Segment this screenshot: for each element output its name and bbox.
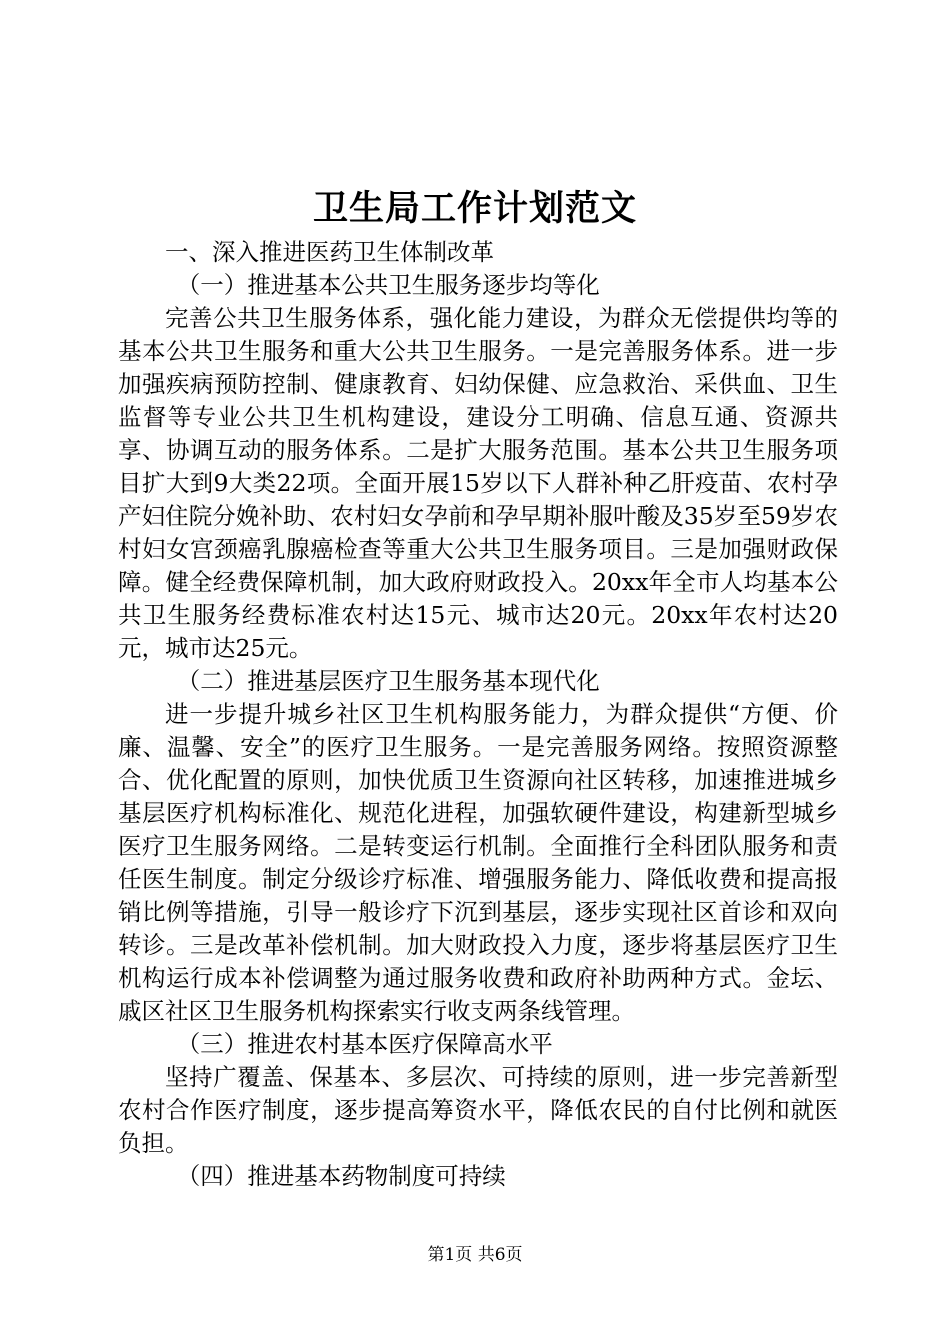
subsection-1-heading: （一）推进基本公共卫生服务逐步均等化 [176,271,600,299]
subsection-1-paragraph: 完善公共卫生服务体系，强化能力建设，为群众无偿提供均等的基本公共卫生服务和重大公共卫生服务。一是完善服务体系。进一步加强疾病预防控制、健康教育、妇幼保健、应急救治、采供血、卫生监督等专业公共卫生机构建设，建设分工明确、信息互通、资源共享、协调互动的服务体系。二是扩大服务范围。基本公共卫生服务项目扩大到9大类22项。全面开展15岁以下人群补种乙肝疫苗、农村孕产妇住院分娩补助、农村妇女孕前和孕早期补服叶酸及35岁至59岁农村妇女宫颈癌乳腺癌检查等重大公共卫生服务项目。三是加强财政保障。健全经费保障机制，加大政府财政投入。20xx年全市人均基本公共卫生服务经费标准农村达15元、城市达20元。20xx年农村达20元，城市达25元。 [118,304,838,662]
document-body [118,236,838,1193]
subsection-2-heading: （二）推进基层医疗卫生服务基本现代化 [176,667,600,695]
section-1-heading: 一、深入推进医药卫生体制改革 [165,238,494,266]
page-footer: 第1页 共6页 [427,1245,523,1265]
subsection-4-heading: （四）推进基本药物制度可持续 [176,1162,506,1190]
subsection-3-heading: （三）推进农村基本医疗保障高水平 [176,1030,553,1058]
subsection-3-paragraph: 坚持广覆盖、保基本、多层次、可持续的原则，进一步完善新型农村合作医疗制度，逐步提高筹资水平，降低农民的自付比例和就医负担。 [118,1063,838,1157]
document-title: 卫生局工作计划范文 [312,188,637,229]
subsection-2-paragraph: 进一步提升城乡社区卫生机构服务能力，为群众提供“方便、价廉、温馨、安全”的医疗卫生服务。一是完善服务网络。按照资源整合、优化配置的原则，加快优质卫生资源向社区转移，加速推进城乡基层医疗机构标准化、规范化进程，加强软硬件建设，构建新型城乡医疗卫生服务网络。二是转变运行机制。全面推行全科团队服务和责任医生制度。制定分级诊疗标准、增强服务能力、降低收费和提高报销比例等措施，引导一般诊疗下沉到基层，逐步实现社区首诊和双向转诊。三是改革补偿机制。加大财政投入力度，逐步将基层医疗卫生机构运行成本补偿调整为通过服务收费和政府补助两种方式。金坛、戚区社区卫生服务机构探索实行收支两条线管理。 [118,700,838,1025]
